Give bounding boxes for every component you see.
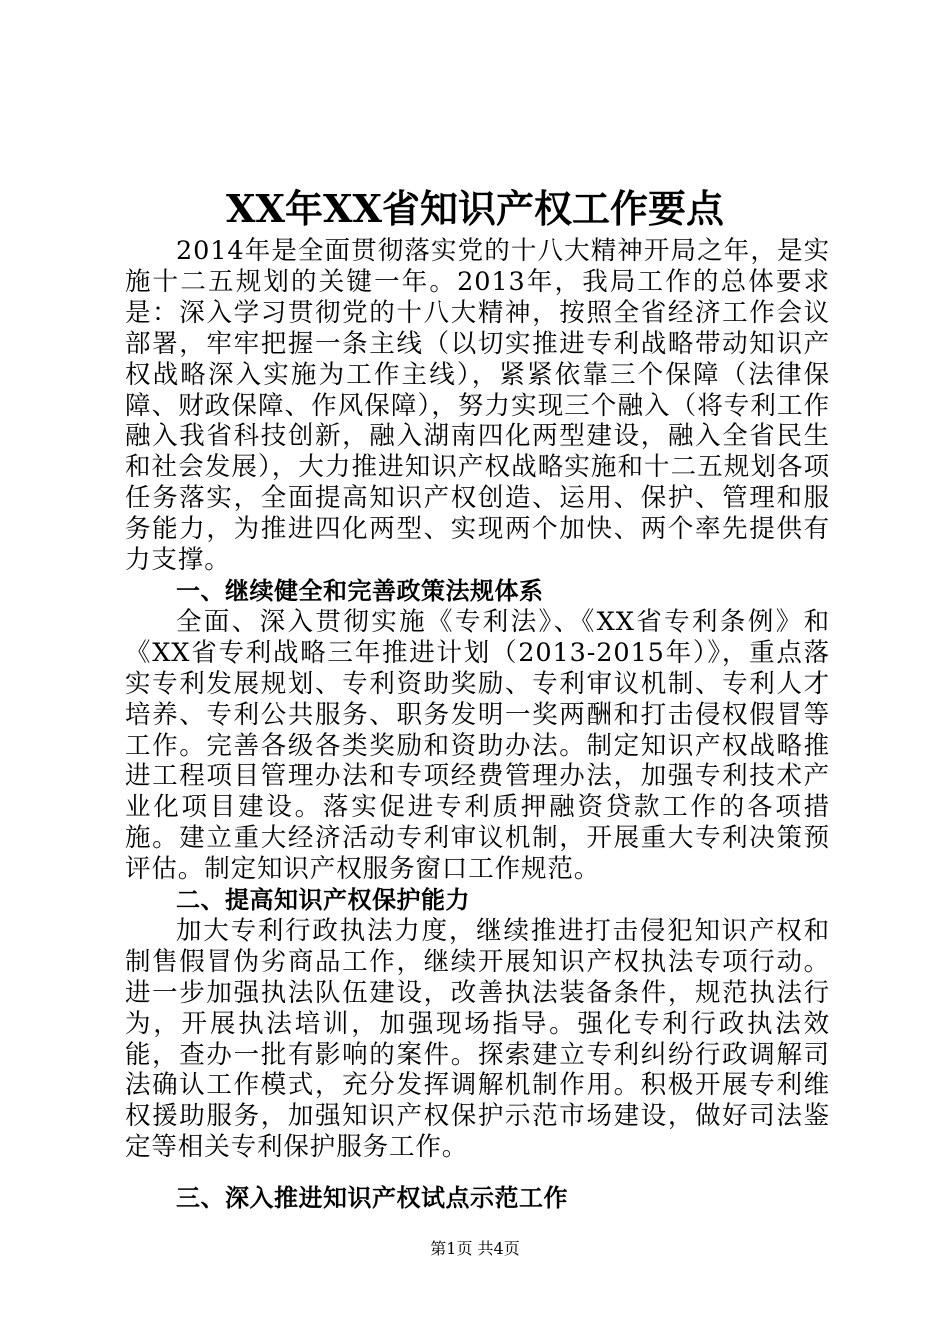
- section-3-heading: 三、深入推进知识产权试点示范工作: [176, 1184, 568, 1213]
- section-2-heading: 二、提高知识产权保护能力: [176, 886, 470, 915]
- document-body: [125, 236, 830, 1214]
- document-title: XX年XX省知识产权工作要点: [226, 186, 724, 231]
- intro-paragraph: 2014年是全面贯彻落实党的十八大精神开局之年，是实施十二五规划的关键一年。2013年，我局工作的总体要求是：深入学习贯彻党的十八大精神，按照全省经济工作会议部署，牢牢把握一条主线（以切实推进专利战略带动知识产权战略深入实施为工作主线），紧紧依靠三个保障（法律保障、财政保障、作风保障），努力实现三个融入（将专利工作融入我省科技创新，融入湖南四化两型建设，融入全省民生和社会发展），大力推进知识产权战略实施和十二五规划各项任务落实，全面提高知识产权创造、运用、保护、管理和服务能力，为推进四化两型、实现两个加快、两个率先提供有力支撑。: [125, 236, 830, 576]
- section-1-heading: 一、继续健全和完善政策法规体系: [176, 576, 544, 605]
- page-footer: 第1页 共4页: [430, 1239, 520, 1258]
- section-2-paragraph: 加大专利行政执法力度，继续推进打击侵犯知识产权和制售假冒伪劣商品工作，继续开展知识产权执法专项行动。进一步加强执法队伍建设，改善执法装备条件，规范执法行为，开展执法培训，加强现场指导。强化专利行政执法效能，查办一批有影响的案件。探索建立专利纠纷行政调解司法确认工作模式，充分发挥调解机制作用。积极开展专利维权援助服务，加强知识产权保护示范市场建设，做好司法鉴定等相关专利保护服务工作。: [125, 915, 830, 1163]
- section-1-paragraph: 全面、深入贯彻实施《专利法》、《XX省专利条例》和《XX省专利战略三年推进计划（2013-2015年）》，重点落实专利发展规划、专利资助奖励、专利审议机制、专利人才培养、专利公共服务、职务发明一奖两酬和打击侵权假冒等工作。完善各级各类奖励和资助办法。制定知识产权战略推进工程项目管理办法和专项经费管理办法，加强专利技术产业化项目建设。落实促进专利质押融资贷款工作的各项措施。建立重大经济活动专利审议机制，开展重大专利决策预评估。制定知识产权服务窗口工作规范。: [125, 606, 830, 885]
